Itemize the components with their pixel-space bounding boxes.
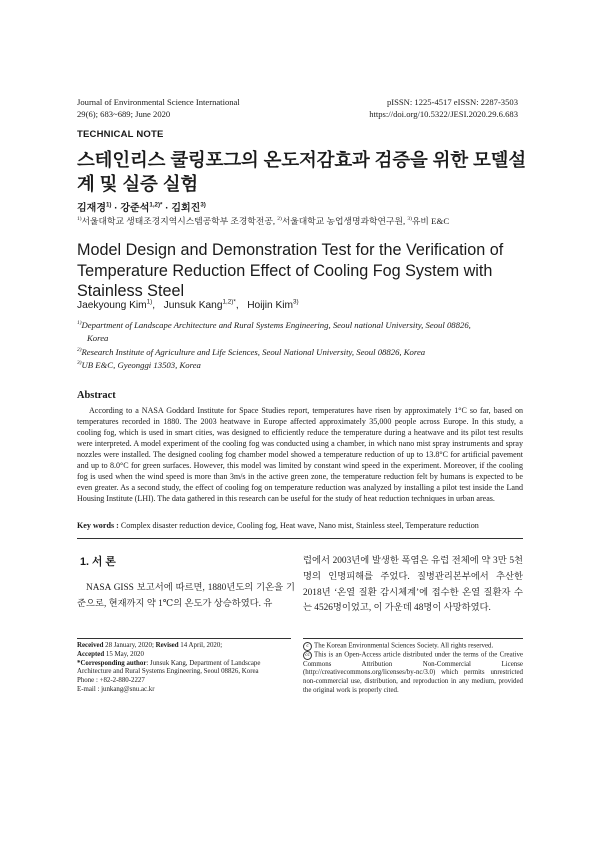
copyright-footnote: [303, 642, 523, 696]
korean-title: 스테인리스 쿨링포그의 온도저감효과 검증을 위한 모델설계 및 실증 실험: [77, 149, 527, 194]
accepted-date: 15 May, 2020: [104, 650, 144, 658]
received-label: Received: [77, 642, 104, 649]
received-date: 28 January, 2020;: [103, 642, 156, 649]
english-authors: [77, 300, 299, 311]
corresponding-author: [77, 660, 291, 678]
author-sup: 3): [293, 298, 299, 306]
copyright-line: [303, 642, 523, 651]
keywords-list: Complex disaster reduction device, Cooling fog, Heat wave, Nano mist, Stainless steel, Temperature reduction: [118, 521, 479, 530]
affil-sup: 2): [77, 346, 82, 353]
author-separator: ,: [152, 300, 164, 311]
affil-text: 유비 E&C: [411, 216, 450, 226]
copyright-text: The Korean Environmental Sciences Society. All rights reserved.: [314, 642, 494, 650]
issn: pISSN: 1225-4517 eISSN: 2287-3503: [386, 97, 518, 107]
footnote-divider: [303, 638, 523, 639]
author-sup: 1,2)*: [149, 201, 163, 209]
creative-commons-icon: cc: [303, 651, 312, 660]
dates-line: [77, 642, 291, 651]
copyright-icon: c: [303, 642, 312, 651]
abstract-heading: Abstract: [77, 390, 116, 401]
affil-text: Research Institute of Agriculture and Life Sciences, Seoul National University, Seoul 08826, Korea: [81, 346, 426, 357]
email[interactable]: E-mail : junkang@snu.ac.kr: [77, 685, 155, 693]
affiliation-1: [77, 319, 527, 331]
affil-text: Department of Landscape Architecture and Rural Systems Engineering, Seoul national University, Seoul 08826,: [81, 320, 471, 330]
affil-sup: 3): [407, 216, 412, 223]
author-separator: ·: [162, 203, 172, 214]
corr-text: : Junsuk Kang, Department of Landscape Architecture and Rural Systems Engineering, Seoul 08826, Korea: [77, 659, 261, 676]
body-right-column: 럽에서 2003년에 발생한 폭염은 유럽 전체에 약 3만 5천 명의 인명피해를 주었다. 질병관리본부에서 추산한 2018년 ‘온열 질환 감시체계’에 접수한 온열 질환자 수는 4526명이었고, 이 가운데 48명이 사망하였다.: [303, 556, 523, 614]
author-sup: 1): [105, 201, 112, 209]
author-separator: ,: [235, 300, 248, 311]
article-dates-footnote: [77, 642, 291, 695]
footnote-divider: [77, 638, 291, 639]
affil-sup: 1): [77, 320, 82, 327]
author-sup: 1): [146, 298, 153, 306]
affil-text: UB E&C, Gyeonggi 13503, Korea: [81, 360, 201, 371]
keywords-label: Key words :: [77, 521, 119, 530]
corr-label: *Corresponding author: [77, 659, 147, 667]
author-sup: 1,2)*: [222, 298, 236, 306]
revised-date: 14 April, 2020;: [178, 642, 223, 649]
author-name: 김재경: [77, 203, 106, 214]
affiliation-1-cont: Korea: [87, 333, 109, 344]
body-left-column: NASA GISS 보고서에 따르면, 1880년도의 기온을 기준으로, 현재까지 약 1℃의 온도가 상승하였다. 유: [77, 583, 295, 609]
author-name: 김회진: [171, 203, 201, 214]
affil-sup: 3): [77, 360, 82, 367]
english-affiliations: [77, 319, 527, 373]
license-line: [303, 651, 523, 695]
affil-text: 서울대학교 생태조경지역시스템공학부 조경학전공,: [81, 216, 278, 226]
journal-volume: 29(6); 683~689; June 2020: [77, 109, 171, 119]
journal-name: Journal of Environmental Science International: [77, 97, 240, 107]
section-heading: 1. 서 론: [80, 556, 116, 568]
affiliation-2: [77, 346, 527, 358]
accepted-line: [77, 651, 291, 660]
author-name: Junsuk Kang: [163, 300, 223, 311]
license-text: This is an Open-Access article distributed under the terms of the Creative Commons Attribution Non-Commercial License (http://creativecommons.org/licenses/by-nc/3.0) which permits unrestricted non-commercial use, distribution, and reproduction in any medium, provided the original work is properly cited.: [303, 651, 523, 694]
journal-header: [77, 96, 240, 120]
revised-label: Revised: [155, 642, 179, 649]
abstract-text: According to a NASA Goddard Institute for Space Studies report, temperatures have risen by approximately 1°C so far, based on temperatures recorded in 1880. The 2003 heatwave in Europe affected approximately 35,000 people across Europe. In this study, a cooling fog, which is used in smart cities, was designed to efficiently reduce the temperature during a heatwave and its pilot test results were interpreted. A model experiment of the cooling fog was conducted using a chamber, in which nano mist spray instruments and spray nozzles were installed. The designed cooling fog chamber model showed a temperature reduction of up to 13.8°C for artificial pavement and up to 8.0°C for green surfaces. However, this model was limited by constant wind speed in the experiment. Moreover, if the cooling fog is used when the wind speed is more than 3m/s in the active green zone, the temperature reduction felt by humans is expected to be even greater. As a second study, the effect of cooling fog on temperature reduction was analyzed by installing a pilot test inside the Land Housing Institute (LHI). The data gathered in this research can be useful for the study of heat reduction techniques in urban areas.: [77, 406, 523, 503]
korean-authors: [77, 199, 206, 214]
author-sup: 3): [200, 201, 206, 209]
keywords: [77, 520, 523, 531]
divider: [77, 538, 523, 539]
author-name: Jaekyoung Kim: [77, 300, 147, 311]
issn-header: [369, 96, 518, 120]
author-name: Hoijin Kim: [247, 300, 294, 311]
author-name: 강준석: [120, 203, 150, 214]
affil-sup: 2): [277, 216, 282, 223]
affiliation-3: [77, 359, 527, 371]
doi-link[interactable]: https://doi.org/10.5322/JESI.2020.29.6.683: [369, 109, 518, 119]
affil-sup: 1): [77, 216, 82, 223]
author-separator: ·: [111, 203, 121, 214]
korean-affiliations: [77, 214, 449, 227]
article-type: TECHNICAL NOTE: [77, 129, 164, 140]
corr-label-text: Corresponding author: [80, 659, 147, 667]
phone: Phone : +82-2-880-2227: [77, 677, 145, 685]
accepted-label: Accepted: [77, 650, 105, 658]
english-title: Model Design and Demonstration Test for the Verification of Temperature Reduction Effect of Cooling Fog System with Stainless Steel: [77, 241, 504, 300]
affil-text: 서울대학교 농업생명과학연구원,: [281, 216, 408, 226]
